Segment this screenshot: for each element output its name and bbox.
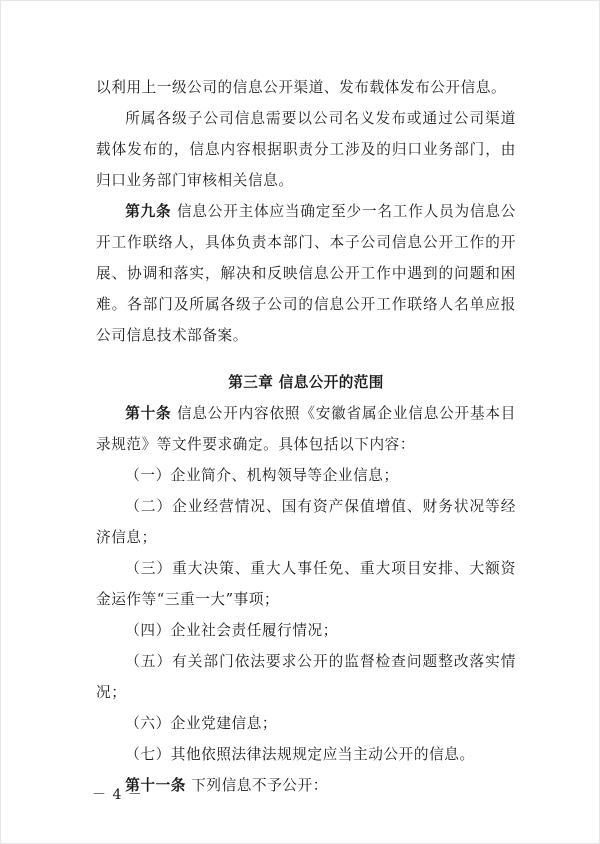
paragraph-text: 以利用上一级公司的信息公开渠道、发布载体发布公开信息。 bbox=[96, 79, 507, 96]
article-10 bbox=[96, 398, 516, 460]
list-item-text: （四）企业社会责任履行情况； bbox=[125, 622, 338, 639]
article-label: 第十条 bbox=[125, 405, 172, 422]
list-item bbox=[96, 553, 516, 615]
list-item bbox=[96, 739, 516, 770]
article-text: 下列信息不予公开： bbox=[191, 777, 328, 794]
list-item-text: （七）其他依照法律法规规定应当主动公开的信息。 bbox=[125, 746, 475, 763]
list-item-text: （一）企业简介、机构领导等企业信息； bbox=[125, 467, 399, 484]
article-label: 第九条 bbox=[125, 203, 172, 220]
list-item bbox=[96, 708, 516, 739]
paragraph-text: 所属各级子公司信息需要以公司名义发布或通过公司渠道载体发布的，信息内容根据职责分工涉及的归口业务部门，由归口业务部门审核相关信息。 bbox=[96, 110, 516, 189]
article-label: 第十一条 bbox=[125, 777, 186, 794]
document-body bbox=[96, 72, 516, 801]
article-9 bbox=[96, 196, 516, 351]
list-item bbox=[96, 491, 516, 553]
list-item bbox=[96, 615, 516, 646]
paragraph-continuation bbox=[96, 72, 516, 103]
list-item-text: （二）企业经营情况、国有资产保值增值、财务状况等经济信息； bbox=[96, 498, 516, 546]
article-text: 信息公开主体应当确定至少一名工作人员为信息公开工作联络人，具体负责本部门、本子公司信息公开工作的开展、协调和落实，解决和反映信息公开工作中遇到的问题和困难。各部门及所属各级子公司的信息公开工作联络人名单应报公司信息技术部备案。 bbox=[96, 203, 516, 344]
list-item bbox=[96, 460, 516, 491]
paragraph-subsidiary-publication bbox=[96, 103, 516, 196]
article-11 bbox=[96, 770, 516, 801]
chapter-title: 第三章 信息公开的范围 bbox=[228, 374, 384, 391]
article-text: 信息公开内容依照《安徽省属企业信息公开基本目录规范》等文件要求确定。具体包括以下内容： bbox=[96, 405, 516, 453]
list-item-text: （三）重大决策、重大人事任免、重大项目安排、大额资金运作等“三重一大”事项； bbox=[96, 560, 516, 608]
list-item-text: （六）企业党建信息； bbox=[125, 715, 278, 732]
list-item-text: （五）有关部门依法要求公开的监督检查问题整改落实情况； bbox=[96, 653, 516, 701]
page-number: － 4 － bbox=[92, 787, 143, 803]
list-item bbox=[96, 646, 516, 708]
